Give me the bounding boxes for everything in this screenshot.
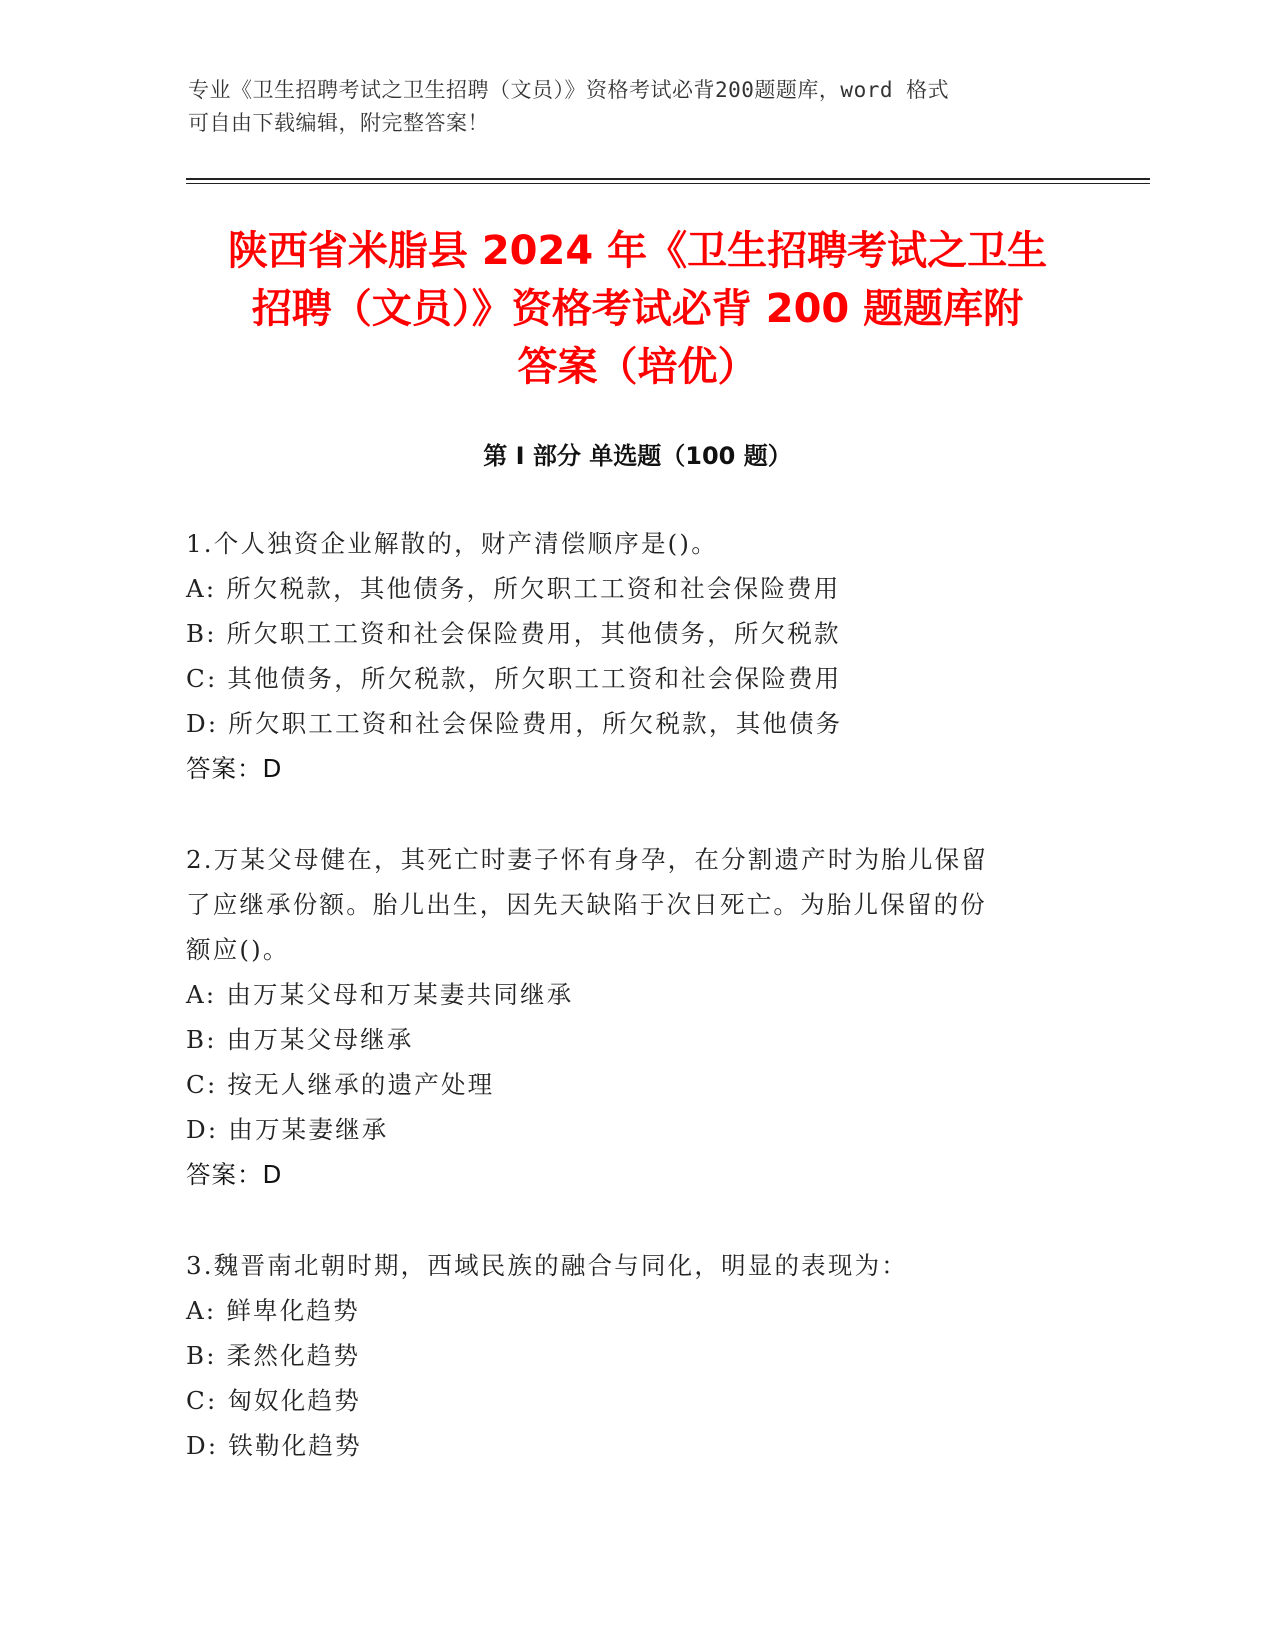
option-c: C: 按无人继承的遗产处理 bbox=[186, 1070, 495, 1099]
section-heading: 第 I 部分 单选题（100 题） bbox=[483, 442, 792, 470]
question-stem-line: 3.魏晋南北朝时期，西域民族的融合与同化，明显的表现为： bbox=[186, 1251, 908, 1280]
header-divider-thin bbox=[186, 183, 1150, 184]
option-b: B: 由万某父母继承 bbox=[186, 1025, 414, 1054]
option-b: B: 柔然化趋势 bbox=[186, 1341, 361, 1370]
question-1 bbox=[186, 521, 1066, 791]
header-note-line: 专业《卫生招聘考试之卫生招聘（文员）》资格考试必背200题题库，word 格式 bbox=[188, 78, 950, 102]
question-list bbox=[186, 521, 1066, 1514]
option-a: A: 所欠税款，其他债务，所欠职工工资和社会保险费用 bbox=[186, 574, 841, 603]
option-d: D: 由万某妻继承 bbox=[186, 1115, 389, 1144]
question-2 bbox=[186, 837, 1066, 1197]
option-c: C: 匈奴化趋势 bbox=[186, 1386, 361, 1415]
question-stem-line: 额应()。 bbox=[186, 935, 290, 964]
question-3 bbox=[186, 1243, 1066, 1468]
option-d: D: 所欠职工工资和社会保险费用，所欠税款，其他债务 bbox=[186, 709, 843, 738]
option-d: D: 铁勒化趋势 bbox=[186, 1431, 362, 1460]
question-stem-line: 了应继承份额。胎儿出生，因先天缺陷于次日死亡。为胎儿保留的份 bbox=[186, 890, 987, 919]
question-stem bbox=[186, 521, 1066, 566]
question-stem-line: 1.个人独资企业解散的，财产清偿顺序是()。 bbox=[186, 529, 718, 558]
header-note-line: 可自由下载编辑，附完整答案！ bbox=[188, 111, 489, 135]
question-stem-line: 2.万某父母健在，其死亡时妻子怀有身孕，在分割遗产时为胎儿保留 bbox=[186, 845, 989, 874]
header-divider bbox=[186, 178, 1150, 180]
option-a: A: 鲜卑化趋势 bbox=[186, 1296, 360, 1325]
option-b: B: 所欠职工工资和社会保险费用，其他债务，所欠税款 bbox=[186, 619, 841, 648]
option-a: A: 由万某父母和万某妻共同继承 bbox=[186, 980, 574, 1009]
document-title bbox=[170, 222, 1105, 396]
title-line: 答案（培优） bbox=[517, 344, 758, 390]
option-c: C: 其他债务，所欠税款，所欠职工工资和社会保险费用 bbox=[186, 664, 842, 693]
header-note bbox=[188, 74, 1068, 140]
title-line: 陕西省米脂县 2024 年《卫生招聘考试之卫生 bbox=[227, 228, 1048, 274]
title-line: 招聘（文员）》资格考试必背 200 题题库附 bbox=[251, 286, 1024, 332]
answer: 答案：D bbox=[186, 1160, 283, 1189]
question-stem bbox=[186, 1243, 1066, 1288]
question-stem bbox=[186, 837, 1066, 972]
answer: 答案：D bbox=[186, 754, 283, 783]
